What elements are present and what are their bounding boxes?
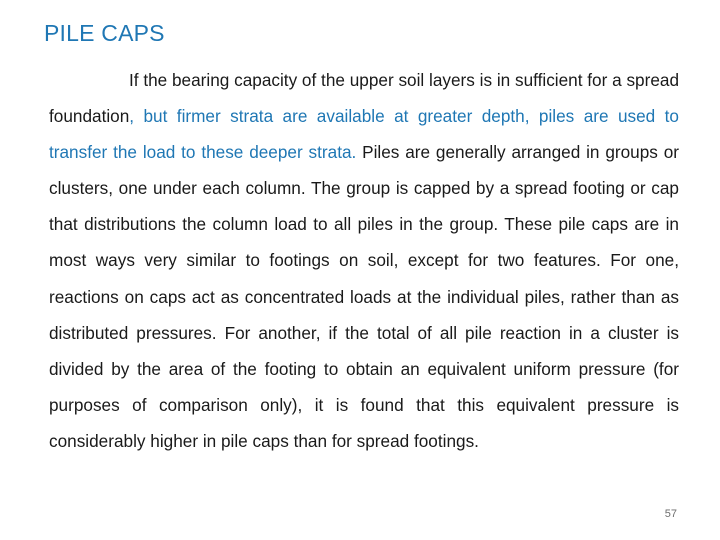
- paragraph-text-intro: If the bearing capacity of the upper soil layers is in sufficient for a spread foundation: [49, 70, 679, 127]
- paragraph-text-highlight: , but firmer strata are available at greater depth, piles are used to transfer the load to these deeper strata.: [49, 106, 679, 163]
- paragraph-text-rest: Piles are generally arranged in groups or clusters, one under each column. The group is capped by a spread footing or cap that distributions the column load to all piles in the group. These pile caps are in most ways very similar to footings on soil, except for two features. For one, reactions on caps act as concentrated loads at the individual piles, rather than as distributed pressures. For another, if the total of all pile reaction in a cluster is divided by the area of the footing to obtain an equivalent uniform pressure (for purposes of comparison only), it is found that this equivalent pressure is considerably higher in pile caps than for spread footings.: [49, 142, 679, 451]
- body-paragraph: [49, 62, 679, 459]
- page-number: 57: [664, 508, 677, 520]
- page-title: PILE CAPS: [44, 20, 165, 46]
